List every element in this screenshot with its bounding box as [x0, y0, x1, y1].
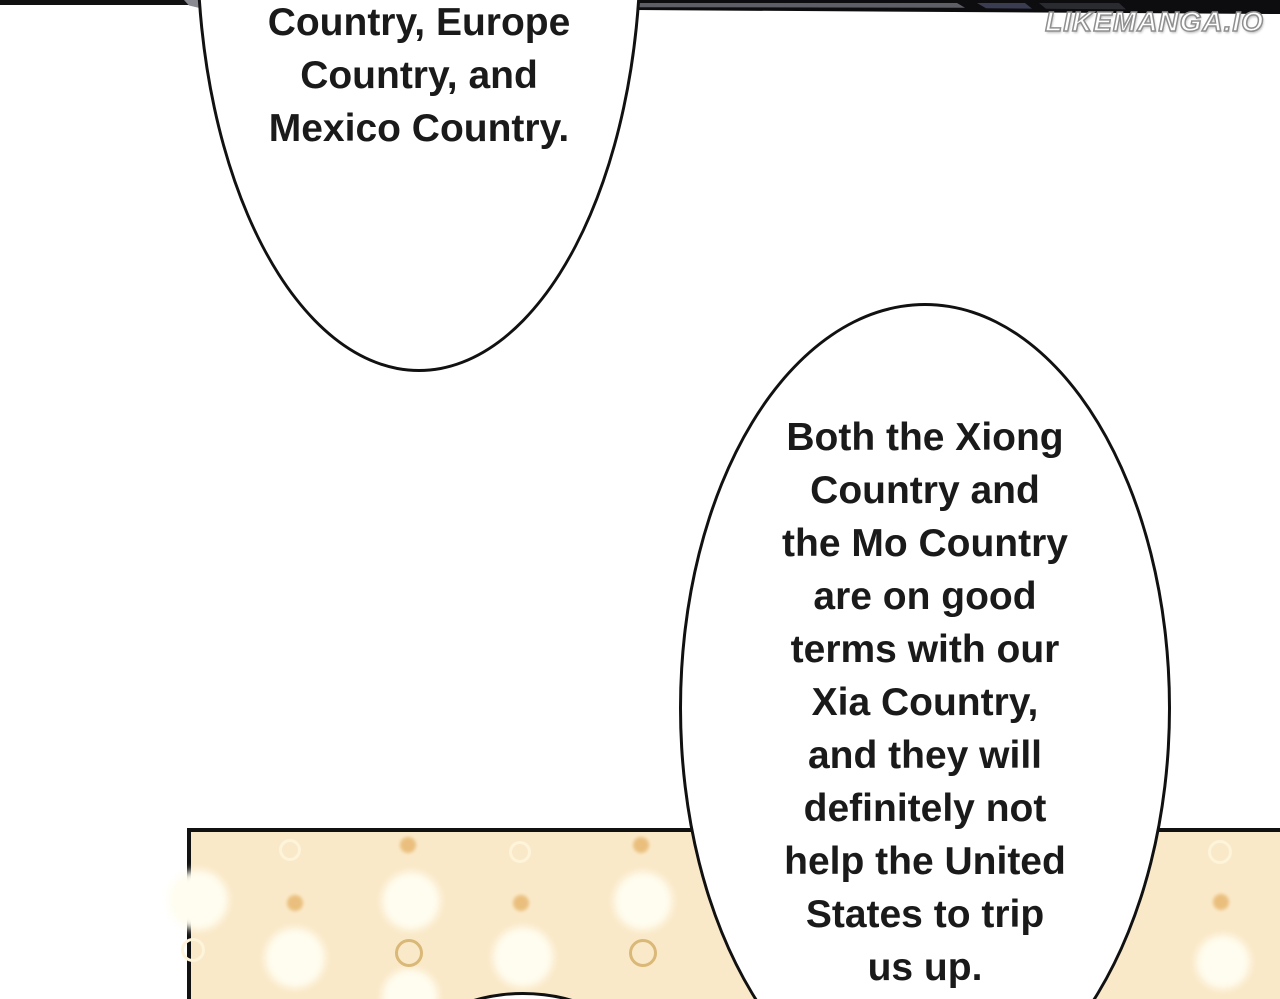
pattern-ring-light	[509, 841, 531, 863]
panel-edge-line	[0, 0, 196, 5]
dialogue-line: are on good	[813, 575, 1037, 618]
dialogue-line: Mexico Country.	[268, 107, 570, 150]
pattern-ring-dark	[395, 939, 423, 967]
dialogue-line: Country and	[810, 469, 1040, 512]
pattern-ring-light	[1208, 840, 1232, 864]
dialogue-line: the Mo Country	[782, 522, 1068, 565]
pattern-ring-light	[181, 938, 205, 962]
speech-bubble-top-left-text	[196, 0, 642, 155]
pattern-soft	[493, 927, 553, 987]
bar-gray-segment	[632, 3, 965, 8]
pattern-soft	[382, 872, 440, 930]
bar-navy-segment	[977, 3, 1032, 9]
dialogue-line: help the United	[784, 840, 1066, 883]
pattern-dot	[1213, 894, 1229, 910]
dialogue-line: Country, and	[300, 54, 538, 97]
pattern-dot	[513, 895, 529, 911]
dialogue-line: Both the Xiong	[786, 416, 1064, 459]
pattern-dot	[633, 837, 649, 853]
site-watermark: LIKEMANGA.IO	[1045, 6, 1264, 37]
pattern-ring-dark	[629, 939, 657, 967]
dialogue-line: terms with our	[790, 628, 1060, 671]
dialogue-line: Country, Europe	[267, 1, 571, 44]
pattern-soft	[1196, 935, 1250, 989]
pattern-soft	[168, 870, 228, 930]
pattern-soft	[382, 969, 438, 999]
dialogue-line: definitely not	[803, 787, 1047, 830]
dialogue-line: States to trip	[805, 893, 1045, 936]
speech-bubble-right-text	[679, 411, 1171, 994]
pattern-dot	[400, 837, 416, 853]
pattern-dot	[287, 895, 303, 911]
dialogue-line: and they will	[807, 734, 1043, 777]
pattern-soft	[614, 872, 672, 930]
dialogue-line: Xia Country,	[811, 681, 1039, 724]
dialogue-line: us up.	[867, 946, 983, 989]
pattern-ring-light	[279, 839, 301, 861]
pattern-soft	[265, 928, 325, 988]
